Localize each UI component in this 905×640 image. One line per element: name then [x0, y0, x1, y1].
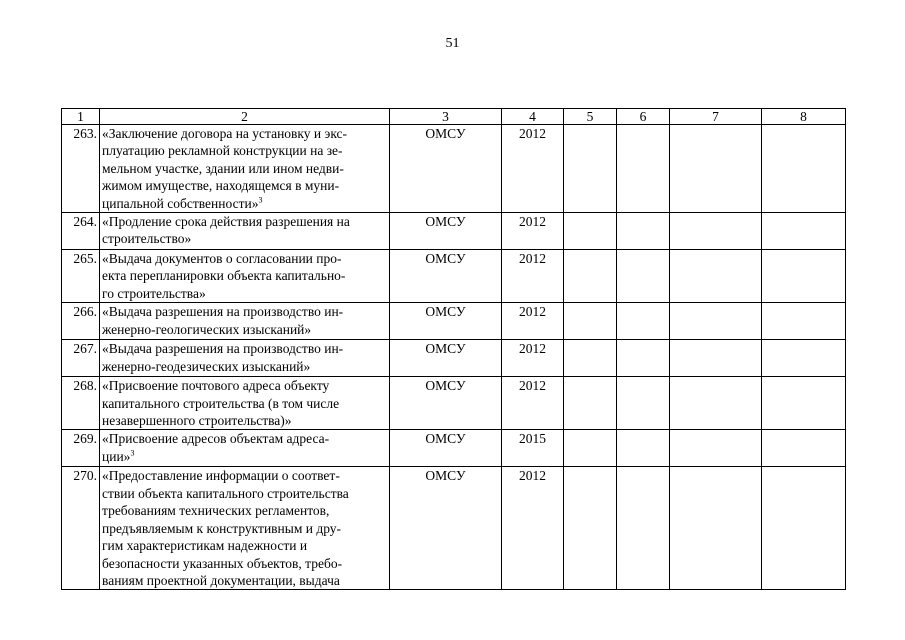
responsible-body: ОМСУ — [390, 430, 502, 467]
empty-cell — [617, 467, 670, 590]
column-header: 5 — [564, 109, 617, 125]
empty-cell — [617, 213, 670, 250]
table-row — [62, 430, 846, 467]
service-name-line: предъявляемым к конструктивным и дру- — [102, 520, 342, 536]
empty-cell — [564, 430, 617, 467]
table-row — [62, 125, 846, 213]
service-name-line: безопасности указанных объектов, требо- — [102, 555, 343, 571]
responsible-body: ОМСУ — [390, 125, 502, 213]
service-name-line: «Заключение договора на установку и экс- — [102, 126, 348, 141]
table-row — [62, 250, 846, 303]
service-name-line: ствии объекта капитального строительства — [102, 485, 349, 501]
year: 2012 — [502, 125, 564, 213]
service-name-line: незавершенного строительства)» — [102, 413, 292, 429]
empty-cell — [670, 213, 762, 250]
service-name-line: женерно-геологических изысканий» — [102, 321, 312, 337]
service-name — [100, 125, 390, 213]
row-number: 263. — [62, 125, 100, 213]
service-name-line: екта перепланировки объекта капитально- — [102, 268, 346, 284]
service-name — [100, 250, 390, 303]
service-name — [100, 340, 390, 377]
column-header: 3 — [390, 109, 502, 125]
service-name-line: плуатацию рекламной конструкции на зе- — [102, 143, 343, 159]
row-number: 269. — [62, 430, 100, 467]
empty-cell — [617, 377, 670, 430]
responsible-body: ОМСУ — [390, 250, 502, 303]
year: 2012 — [502, 340, 564, 377]
year: 2012 — [502, 303, 564, 340]
responsible-body: ОМСУ — [390, 377, 502, 430]
column-header: 7 — [670, 109, 762, 125]
service-name — [100, 377, 390, 430]
column-header: 8 — [762, 109, 846, 125]
column-header: 1 — [62, 109, 100, 125]
empty-cell — [762, 125, 846, 213]
year: 2012 — [502, 377, 564, 430]
row-number: 265. — [62, 250, 100, 303]
service-name-line-text: ции» — [102, 448, 131, 464]
service-name-line: капитального строительства (в том числе — [102, 395, 340, 411]
empty-cell — [762, 430, 846, 467]
column-number-row — [62, 109, 846, 125]
empty-cell — [564, 303, 617, 340]
row-number: 266. — [62, 303, 100, 340]
column-header: 2 — [100, 109, 390, 125]
empty-cell — [564, 125, 617, 213]
table-row — [62, 213, 846, 250]
empty-cell — [564, 340, 617, 377]
empty-cell — [617, 303, 670, 340]
empty-cell — [762, 377, 846, 430]
empty-cell — [762, 213, 846, 250]
empty-cell — [670, 303, 762, 340]
column-header: 6 — [617, 109, 670, 125]
service-name — [100, 467, 390, 590]
empty-cell — [617, 125, 670, 213]
service-name-line: женерно-геодезических изысканий» — [102, 358, 311, 374]
service-name-line: го строительства» — [102, 285, 206, 301]
service-name-line: «Присвоение почтового адреса объекту — [102, 378, 330, 394]
empty-cell — [670, 340, 762, 377]
year: 2015 — [502, 430, 564, 467]
responsible-body: ОМСУ — [390, 213, 502, 250]
empty-cell — [670, 125, 762, 213]
year: 2012 — [502, 467, 564, 590]
empty-cell — [670, 250, 762, 303]
empty-cell — [762, 250, 846, 303]
empty-cell — [564, 467, 617, 590]
service-name — [100, 430, 390, 467]
footnote-mark: 3 — [130, 448, 135, 458]
empty-cell — [564, 250, 617, 303]
empty-cell — [762, 467, 846, 590]
service-name-line: «Продление срока действия разрешения на — [102, 214, 350, 230]
service-name-line-text: ципальной собственности» — [102, 195, 259, 211]
service-name-line: гим характеристикам надежности и — [102, 538, 308, 554]
column-header: 4 — [502, 109, 564, 125]
service-name-line: «Выдача разрешения на производство ин- — [102, 304, 344, 320]
service-name-line: ваниям проектной документации, выдача — [102, 572, 340, 588]
empty-cell — [617, 340, 670, 377]
footnote-mark: 3 — [258, 195, 263, 205]
empty-cell — [564, 213, 617, 250]
responsible-body: ОМСУ — [390, 340, 502, 377]
service-name — [100, 213, 390, 250]
row-number: 267. — [62, 340, 100, 377]
service-name-line: мельном участке, здании или ином недви- — [102, 160, 344, 176]
responsible-body: ОМСУ — [390, 467, 502, 590]
service-name-line: жимом имуществе, находящемся в муни- — [102, 178, 340, 194]
table-row — [62, 303, 846, 340]
service-name-line: «Выдача документов о согласовании про- — [102, 251, 342, 267]
page-number: 51 — [445, 36, 460, 51]
service-name-line: «Предоставление информации о соответ- — [102, 468, 340, 484]
empty-cell — [564, 377, 617, 430]
service-name-line: строительство» — [102, 231, 192, 247]
table-row — [62, 340, 846, 377]
year: 2012 — [502, 250, 564, 303]
empty-cell — [762, 340, 846, 377]
row-number: 264. — [62, 213, 100, 250]
service-name — [100, 303, 390, 340]
service-name-line: требованиям технических регламентов, — [102, 503, 330, 519]
empty-cell — [670, 430, 762, 467]
row-number: 270. — [62, 467, 100, 590]
table-row — [62, 467, 846, 590]
service-name-line — [102, 195, 387, 212]
service-name-line: «Выдача разрешения на производство ин- — [102, 341, 344, 357]
service-name-line: «Присвоение адресов объектам адреса- — [102, 431, 330, 447]
empty-cell — [762, 303, 846, 340]
year: 2012 — [502, 213, 564, 250]
services-table — [61, 108, 846, 590]
service-name-line — [102, 448, 387, 465]
empty-cell — [617, 430, 670, 467]
empty-cell — [617, 250, 670, 303]
empty-cell — [670, 467, 762, 590]
table-row — [62, 377, 846, 430]
empty-cell — [670, 377, 762, 430]
row-number: 268. — [62, 377, 100, 430]
responsible-body: ОМСУ — [390, 303, 502, 340]
